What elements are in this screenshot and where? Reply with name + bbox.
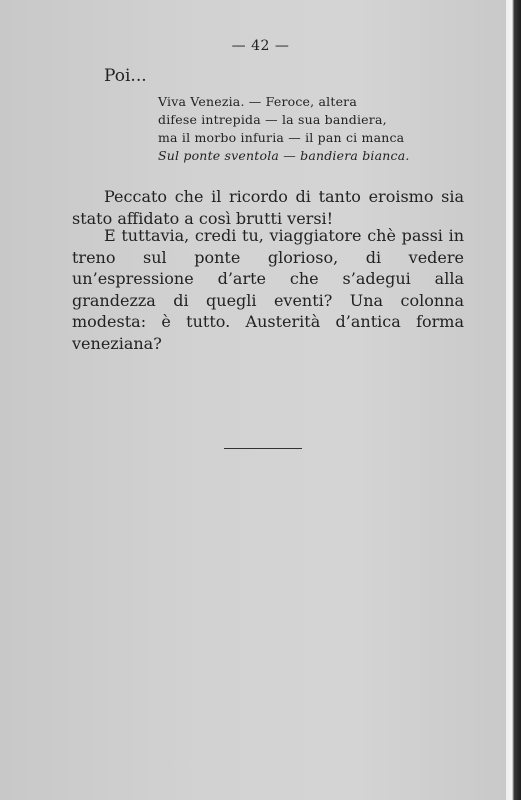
verse-line: difese intrepida — la sua bandiera, — [158, 112, 387, 127]
verse-line: Viva Venezia. — Feroce, altera — [158, 94, 358, 109]
paragraph: Peccato che il ricordo di tanto eroismo sia stato affidato a così brutti versi! — [72, 187, 464, 228]
intro-text: Poi... — [104, 66, 147, 86]
section-divider — [224, 448, 302, 449]
page-edge — [506, 0, 521, 800]
paragraph: E tuttavia, credi tu, viaggiatore chè passi in treno sul ponte glorioso, di vedere un’espressione d’arte che s’adegui alla grandezza di quegli eventi? Una colonna modesta: è tutto. Austerità d’antica forma veneziana? — [72, 226, 464, 353]
page-number: — 42 — — [231, 38, 290, 54]
verse-line: Sul ponte sventola — bandiera bianca. — [158, 148, 410, 163]
verse-line: ma il morbo infuria — il pan ci manca — [158, 130, 405, 145]
